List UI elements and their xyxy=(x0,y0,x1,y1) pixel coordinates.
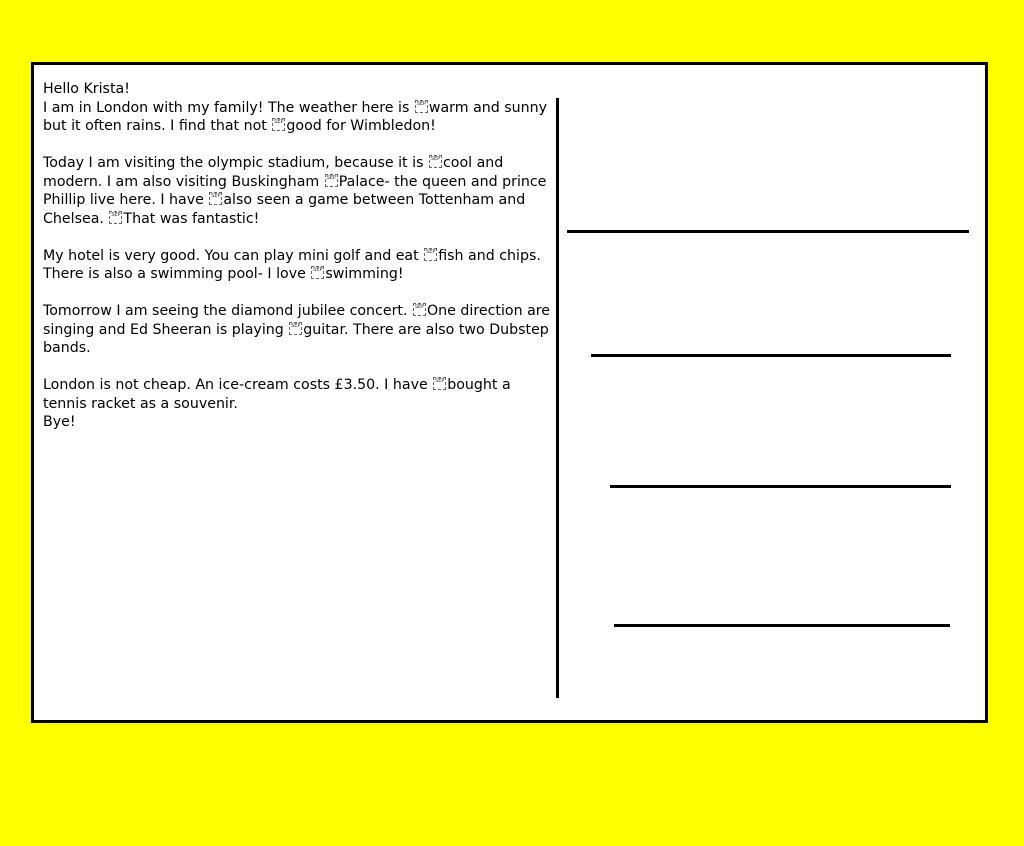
separator-glyph-icon: SEP xyxy=(433,377,446,390)
stamp-area-line xyxy=(567,230,969,233)
paragraph-3-part-b: fish and chips. There is also a swimming pool- I love xyxy=(43,247,541,282)
separator-glyph-icon: SEP xyxy=(289,322,302,335)
address-line-1 xyxy=(591,354,951,357)
address-line-2 xyxy=(610,485,951,488)
paragraph-2-part-d: also seen a game between Tottenham and Chelsea. xyxy=(43,192,526,227)
closing: Bye! xyxy=(43,414,76,430)
paragraph-3 xyxy=(43,247,553,284)
separator-glyph-icon: SEP xyxy=(311,266,324,279)
separator-glyph-icon: SEP xyxy=(209,192,222,205)
paragraph-4-part-b: One direction are singing and Ed Sheeran is playing xyxy=(43,303,551,338)
postcard xyxy=(31,62,988,723)
separator-glyph-icon: SEP xyxy=(429,155,442,168)
paragraph-1-part-c: good for Wimbledon! xyxy=(286,118,436,134)
paragraph-4 xyxy=(43,302,553,358)
paragraph-4-part-c: guitar. There are also two Dubstep bands. xyxy=(43,321,549,356)
paragraph-2-part-e: That was fantastic! xyxy=(123,210,260,227)
paragraph-5-part-a: London is not cheap. An ice-cream costs £3.50. I have xyxy=(43,377,433,393)
message-text xyxy=(43,80,553,432)
paragraph-1-part-b: warm and sunny but it often rains. I find that not xyxy=(43,99,548,134)
separator-glyph-icon: SEP xyxy=(325,174,338,187)
separator-glyph-icon: SEP xyxy=(272,118,285,131)
paragraph-3-part-a: My hotel is very good. You can play mini golf and eat xyxy=(43,247,424,264)
separator-glyph-icon: SEP xyxy=(413,303,426,316)
paragraph-1-part-a: I am in London with my family! The weather here is xyxy=(43,99,414,116)
center-divider xyxy=(556,98,559,698)
separator-glyph-icon: SEP xyxy=(109,211,122,224)
separator-glyph-icon: SEP xyxy=(424,248,437,261)
greeting-paragraph xyxy=(43,80,553,136)
paragraph-2 xyxy=(43,154,553,228)
greeting: Hello Krista! xyxy=(43,81,130,97)
paragraph-4-part-a: Tomorrow I am seeing the diamond jubilee concert. xyxy=(43,303,412,319)
paragraph-3-part-c: swimming! xyxy=(325,266,404,282)
paragraph-5-part-b: bought a tennis racket as a souvenir. xyxy=(43,377,511,412)
address-line-3 xyxy=(614,624,950,627)
paragraph-2-part-c: Palace- the queen and prince Phillip live here. I have xyxy=(43,173,547,208)
separator-glyph-icon: SEP xyxy=(415,100,428,113)
paragraph-5 xyxy=(43,376,553,432)
paragraph-2-part-b: cool and modern. I am also visiting Buskingham xyxy=(43,155,504,190)
paragraph-2-part-a: Today I am visiting the olympic stadium, because it is xyxy=(43,155,428,171)
